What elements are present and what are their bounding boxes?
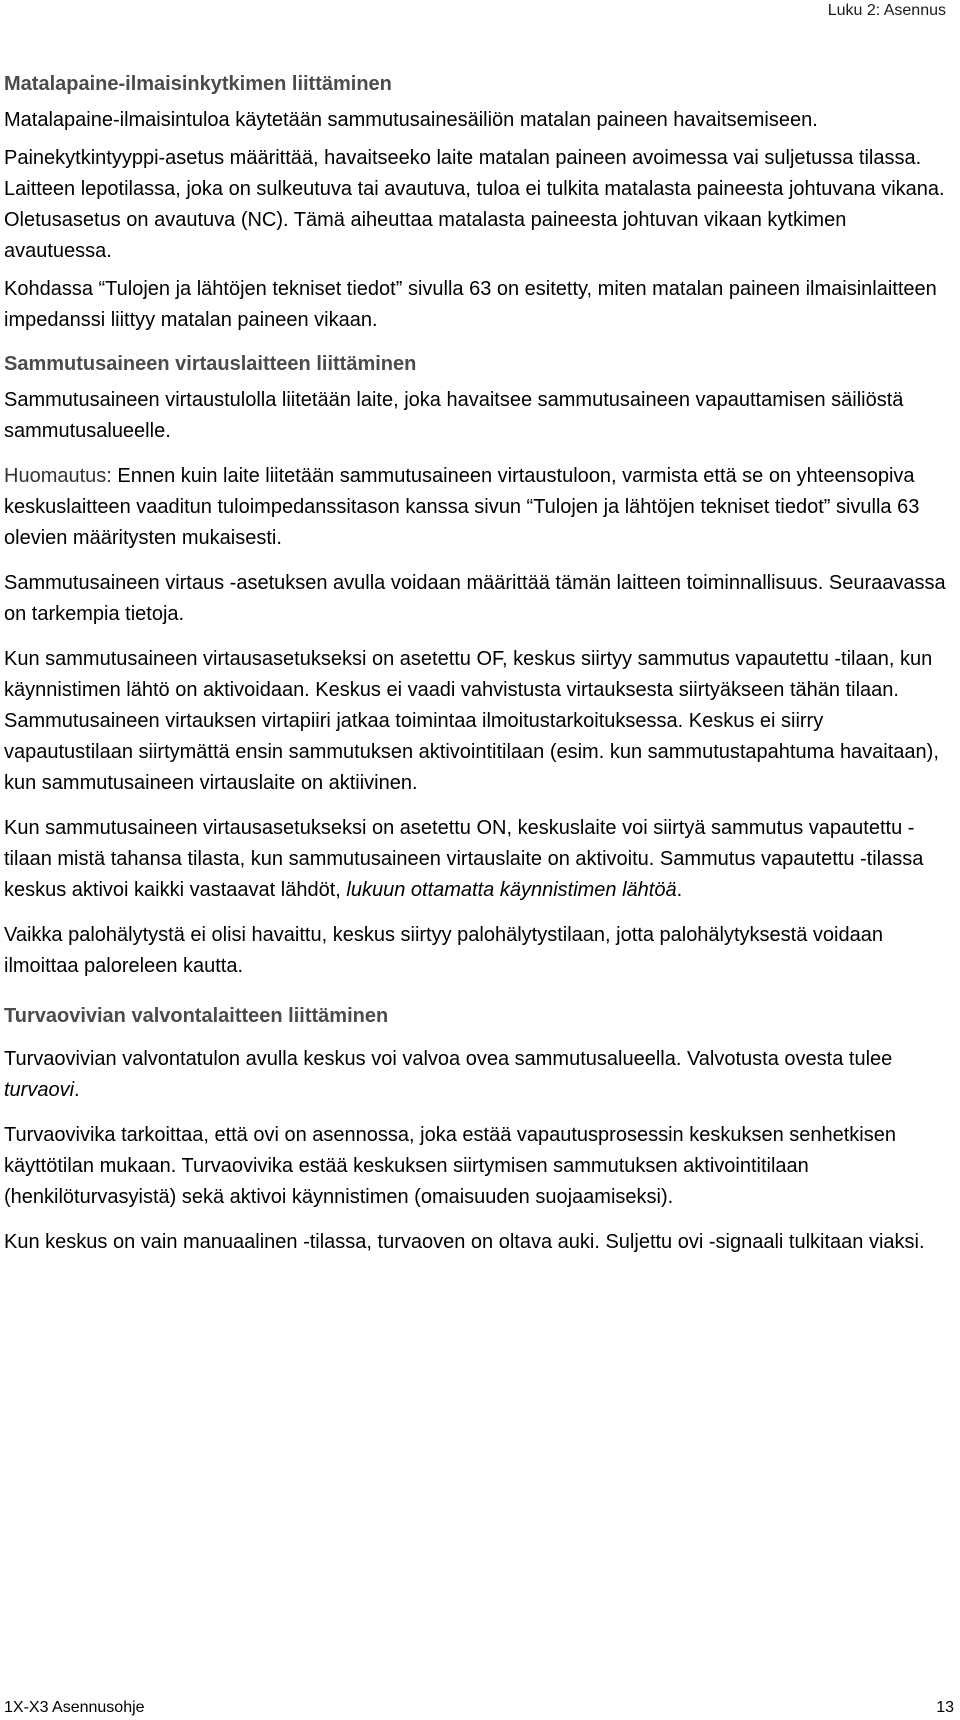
paragraph: Kohdassa “Tulojen ja lähtöjen tekniset tiedot” sivulla 63 on esitetty, miten matalan paineen ilmaisinlaitteen impedanssi liittyy matalan paineen vikaan. bbox=[4, 278, 937, 331]
paragraph: Sammutusaineen virtaus -asetuksen avulla voidaan määrittää tämän laitteen toiminnallisuus. Seuraavassa on tarkempia tietoja. bbox=[4, 572, 946, 625]
section-title-low-pressure: Matalapaine-ilmaisinkytkimen liittäminen bbox=[4, 73, 392, 95]
paragraph bbox=[4, 813, 950, 906]
text-run: Turvaovivian valvontatulon avulla keskus voi valvoa ovea sammutusalueella. Valvotusta ovesta tulee bbox=[4, 1048, 893, 1070]
footer-doc-title: 1X-X3 Asennusohje bbox=[4, 1699, 145, 1716]
italic-text: turvaovi bbox=[4, 1079, 75, 1101]
chapter-header: Luku 2: Asennus bbox=[827, 2, 946, 19]
paragraph: Vaikka palohälytystä ei olisi havaittu, keskus siirtyy palohälytystilaan, jotta palohälytyksestä voidaan ilmoittaa paloreleen kautta. bbox=[4, 924, 883, 977]
section-title-safety-door: Turvaovivian valvontalaitteen liittäminen bbox=[4, 1005, 389, 1027]
paragraph: Sammutusaineen virtaustulolla liitetään laite, joka havaitsee sammutusaineen vapauttamisen säiliöstä sammutusalueelle. bbox=[4, 389, 904, 442]
note-text: Ennen kuin laite liitetään sammutusaineen virtaustuloon, varmista että se on yhteensopiva keskuslaitteen vaaditun tuloimpedanssitason kanssa sivun “Tulojen ja lähtöjen tekniset tiedot” sivulla 63 olevien määritysten mukaisesti. bbox=[4, 465, 920, 549]
document-body bbox=[4, 70, 950, 1258]
paragraph bbox=[4, 1044, 950, 1106]
note-label: Huomautus: bbox=[4, 465, 112, 487]
text-run: . bbox=[676, 879, 683, 901]
note-paragraph bbox=[4, 461, 950, 554]
paragraph: Painekytkintyyppi-asetus määrittää, havaitseeko laite matalan paineen avoimessa vai suljetussa tilassa. Laitteen lepotilassa, joka on sulkeutuva tai avautuva, tuloa ei tulkita matalasta paineesta johtuvana vikana. Oletusasetus on avautuva (NC). Tämä aiheuttaa matalasta paineesta johtuvan vikaan kytkimen avautuessa. bbox=[4, 147, 945, 262]
footer-page-number: 13 bbox=[936, 1699, 954, 1716]
paragraph: Matalapaine-ilmaisintuloa käytetään sammutusainesäiliön matalan paineen havaitsemiseen. bbox=[4, 109, 818, 131]
text-run: Kun sammutusaineen virtausasetukseksi on asetettu ON, keskuslaite voi siirtyä sammutus vapautettu -tilaan mistä tahansa tilasta, kun sammutusaineen virtauslaite on aktivoitu. Sammutus vapautettu -tilassa keskus aktivoi kaikki vastaavat lähdöt, bbox=[4, 817, 924, 901]
paragraph: Turvaovivika tarkoittaa, että ovi on asennossa, joka estää vapautusprosessin keskuksen senhetkisen käyttötilan mukaan. Turvaovivika estää keskuksen siirtymisen sammutuksen aktivointitilaan (henkilöturvasyistä) sekä aktivoi käynnistimen (omaisuuden suojaamiseksi). bbox=[4, 1124, 896, 1208]
text-run: . bbox=[74, 1079, 80, 1101]
paragraph: Kun keskus on vain manuaalinen -tilassa, turvaoven on oltava auki. Suljettu ovi -signaali tulkitaan viaksi. bbox=[4, 1231, 925, 1253]
section-title-flow-device: Sammutusaineen virtauslaitteen liittäminen bbox=[4, 353, 417, 375]
paragraph: Kun sammutusaineen virtausasetukseksi on asetettu OF, keskus siirtyy sammutus vapautettu -tilaan, kun käynnistimen lähtö on aktivoidaan. Keskus ei vaadi vahvistusta virtauksesta siirtyäkseen tähän tilaan. Sammutusaineen virtauksen virtapiiri jatkaa toimintaa ilmoitustarkoituksessa. Keskus ei siirry vapautustilaan siirtymättä ensin sammutuksen aktivointitilaan (esim. kun sammutustapahtuma havaitaan), kun sammutusaineen virtauslaite on aktiivinen. bbox=[4, 648, 939, 794]
italic-text: lukuun ottamatta käynnistimen lähtöä bbox=[346, 879, 677, 901]
